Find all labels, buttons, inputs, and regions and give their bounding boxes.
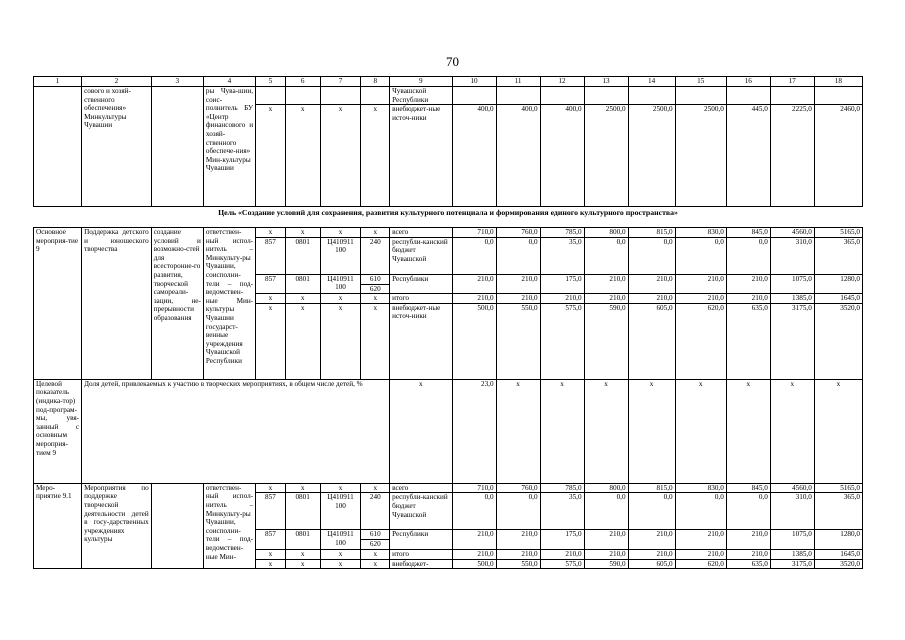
col-num: 12 [540,77,584,87]
table-row: 857 0801 Ц410911 100 610 620 Республики 210,0 210,0 175,0 210,0 210,0 210,0 210,0 1075,0 1280,0 [34,274,863,294]
col-num: 9 [390,77,452,87]
table-row: Меро-приятие 9.1 Мероприятия по поддержке творческой деятельности детей в госу-дарственных учреждениях культуры ответствен-ный испол-нитель – Минкульту-ры Чувашии, соисполни-тели – под-ведомствен-ные Мин- х х х х всего 710,0 760,0 785,0 800,0 815,0 830,0 845,0 4560,0 5165,0 [34,483,863,493]
col-num: 3 [151,77,203,87]
source-cell: республи-канский бюджет Чувашской [390,493,452,530]
responsible-cell: ответствен-ный испол-нитель – Минкульту-ры Чувашии, соисполни-тели – под-ведомствен-ные Мин-культуры Чувашии государст-венные учреждения Чувашской Республики [203,228,255,380]
table-row [34,87,863,105]
event-goal-cell: создание условий и возможно-стей для всесторонне-го развития, творческой самореали-зации, не-прерывности образования [151,228,203,380]
event-name-cell: Меро-приятие 9.1 [34,483,82,568]
table-row: Основное мероприя-тие 9 Поддержка детского и юношеского творчества создание условий и возможно-стей для всесторонне-го развития, творческой самореали-зации, не-прерывности образования ответствен-ный испол-нитель – Минкульту-ры Чувашии, соисполни-тели – под-ведомствен-ные Мин-культуры Чувашии государст-венные учреждения Чувашской Республики х х х х всего 710,0 760,0 785,0 800,0 815,0 830,0 845,0 4560,0 5165,0 [34,228,863,238]
source-cell: Республики [390,274,452,294]
col-num: 15 [675,77,726,87]
col-num: 7 [320,77,361,87]
indicator-text: Доля детей, привлекаемых к участию в творческих мероприятиях, в общем числе детей, % [82,379,390,483]
responsible-cell: ответствен-ный испол-нитель – Минкульту-ры Чувашии, соисполни-тели – под-ведомствен-ные Мин- [203,483,255,568]
table-row: х х х х внебюджет- 500,0 550,0 575,0 590,0 605,0 620,0 635,0 3175,0 3520,0 [34,559,863,569]
col-num: 18 [814,77,862,87]
table-row: х х х х итого 210,0 210,0 210,0 210,0 210,0 210,0 210,0 1385,0 1645,0 [34,549,863,559]
budget-table-top [33,76,863,207]
col-num: 6 [285,77,320,87]
table-row: 857 0801 Ц410911 100 240 республи-канский бюджет Чувашской 0,0 0,0 35,0 0,0 0,0 0,0 0,0 310,0 365,0 [34,237,863,274]
source-cell: внебюджет-ные источ-ники [390,303,452,379]
col-num: 17 [770,77,814,87]
col-num: 10 [452,77,496,87]
col-num: 2 [82,77,152,87]
col-num: 11 [496,77,540,87]
indicator-label: Целевой показатель (индика-тор) под-програм-мы, увя-занный с основным мероприя-тием 9 [34,379,82,483]
source-cell: всего [390,228,452,238]
indicator-row: Целевой показатель (индика-тор) под-програм-мы, увя-занный с основным мероприя-тием 9 Доля детей, привлекаемых к участию в творческих мероприятиях, в общем числе детей, % х 23,0 х х х х х х х х [34,379,863,483]
goal-title: Цель «Создание условий для сохранения, развития культурного потенциала и формирования единого культурного пространства» [218,208,678,217]
table-row: х х х х внебюджет-ные источ-ники 400,0 400,0 400,0 2500,0 2500,0 2500,0 445,0 2225,0 2460,0 [34,105,863,207]
responsible-cell: ры Чува-шии, соис-полнитель БУ «Центр финансового и хозяй-ственного обеспече-ния» Мин-культуры Чувашии [203,87,255,207]
col-num: 5 [256,77,286,87]
col-num: 14 [628,77,675,87]
source-cell: Чувашской Республики [390,87,452,105]
table-row: 857 0801 Ц410911 100 240 республи-канский бюджет Чувашской 0,0 0,0 35,0 0,0 0,0 0,0 0,0 310,0 365,0 [34,493,863,530]
col-num: 16 [726,77,770,87]
budget-table-main [33,227,863,569]
event-title-cell: Мероприятия по поддержке творческой деятельности детей в госу-дарственных учреждениях культуры [82,483,152,568]
col-num: 13 [584,77,628,87]
source-cell: республи-канский бюджет Чувашской [390,237,452,274]
event-name-cell: Основное мероприя-тие 9 [34,228,82,380]
executor-cell: сового и хозяй-ственного обеспечения» Минкультуры Чувашии [82,87,152,207]
col-num: 4 [203,77,255,87]
col-num: 8 [361,77,390,87]
event-title-cell: Поддержка детского и юношеского творчества [82,228,152,380]
source-cell: Республики [390,530,452,550]
table-row: х х х х внебюджет-ные источ-ники 500,0 550,0 575,0 590,0 605,0 620,0 635,0 3175,0 3520,0 [34,303,863,379]
source-cell: внебюджет- [390,559,452,569]
source-cell: итого [390,549,452,559]
column-number-row [34,77,863,87]
col-num: 1 [34,77,82,87]
source-cell: внебюджет-ные источ-ники [390,105,452,207]
source-cell: итого [390,294,452,304]
event-goal-cell [151,483,203,568]
source-cell: всего [390,483,452,493]
table-row: 857 0801 Ц410911 100 610 620 Республики 210,0 210,0 175,0 210,0 210,0 210,0 210,0 1075,0 1280,0 [34,530,863,550]
table-row: х х х х итого 210,0 210,0 210,0 210,0 210,0 210,0 210,0 1385,0 1645,0 [34,294,863,304]
page-number: 70 [446,54,459,69]
